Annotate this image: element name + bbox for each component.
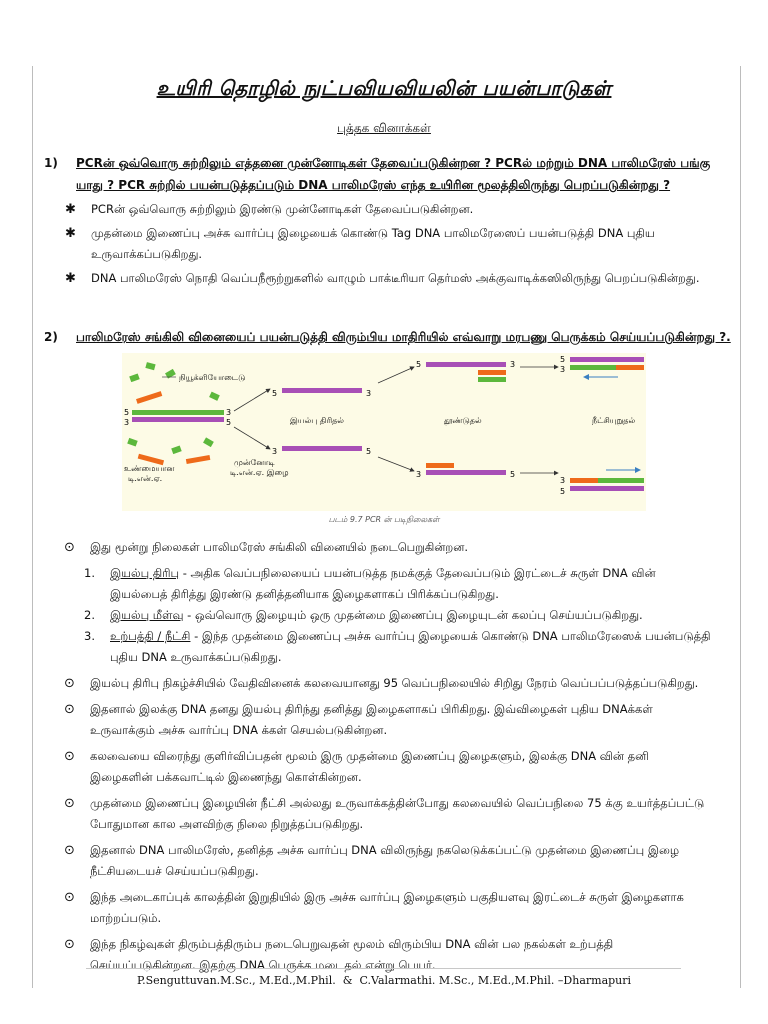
nucleotide-label: நியூக்ளியோடைடு <box>179 373 246 382</box>
question-1-number: 1) <box>44 156 58 170</box>
denaturation-label: இயல்பு திரிதல் <box>290 416 344 425</box>
end-3-label: 3 <box>560 365 566 374</box>
step-number: 2. <box>84 608 95 622</box>
step-text: - அதிக வெப்பநிலையைப் பயன்படுத்த நமக்குத் தேவைப்படும் இரட்டைச் சுருள் DNA வின் இயல்பைத் திரித்து இரண்டு தனித்தனியாக இழைகளாகப் பிரிக்கப்படுகிறது. <box>110 566 656 601</box>
primer-strand <box>426 463 454 468</box>
pcr-explanation-list <box>64 537 714 981</box>
end-3-label: 3 <box>416 470 422 479</box>
footer-divider <box>86 968 681 969</box>
list-item <box>64 887 714 929</box>
original-dna-label: உண்மையான <box>124 464 175 473</box>
step-item <box>64 563 714 605</box>
list-item <box>64 537 714 558</box>
step-arrow <box>234 427 270 449</box>
end-5-label: 5 <box>416 360 422 369</box>
question-1-answers <box>65 199 715 292</box>
end-5-label: 5 <box>560 355 566 364</box>
page-subtitle: புத்தக வினாக்கள் <box>337 121 431 135</box>
end-5-label: 5 <box>226 418 232 427</box>
step-term: இயல்பு திரிபு <box>110 566 180 580</box>
end-3-label: 3 <box>560 476 566 485</box>
footer-ampersand: & <box>342 974 353 987</box>
step-item <box>64 626 714 668</box>
list-item-text: இதனால் DNA பாலிமரேஸ், தனித்த அச்சு வார்ப்பு DNA விலிருந்து நகலெடுக்கப்பட்டு முதன்மை இணைப்பு இழை நீட்சியடையச் செய்யப்படுகிறது. <box>90 843 680 878</box>
original-dna-label: டி.என்.ஏ. <box>128 474 163 483</box>
dna-single-strand <box>570 486 644 491</box>
page-title: உயிரி தொழில் நுட்பவியவியலின் பயன்பாடுகள் <box>156 76 612 100</box>
dna-strand-bottom <box>132 417 224 422</box>
answer-item <box>65 268 715 289</box>
step-arrow <box>378 367 414 383</box>
list-item-text: இயல்பு திரிபு நிகழ்ச்சியில் வேதிவினைக் கலவையானது 95 வெப்பநிலையில் சிறிது நேரம் வெப்பப்படுத்தப்படுகிறது. <box>90 676 699 690</box>
circle-bullet-icon: ⊙ <box>64 676 75 691</box>
extension-green <box>570 365 616 370</box>
list-item-text: இது மூன்று நிலைகள் பாலிமரேஸ் சங்கிலி வினையில் நடைபெறுகின்றன. <box>90 540 469 554</box>
nucleotide-fragment <box>171 445 182 454</box>
step-arrow <box>234 389 270 411</box>
pcr-diagram-svg <box>122 353 646 511</box>
dna-single-strand <box>426 362 506 367</box>
circle-bullet-icon: ⊙ <box>64 843 75 858</box>
list-item <box>64 673 714 694</box>
nucleotide-fragment <box>127 438 138 447</box>
primer-label: டி.என்.ஏ. இழை <box>230 468 289 477</box>
question-2-text: பாலிமரேஸ் சங்கிலி வினையைப் பயன்படுத்தி விரும்பிய மாதிரியில் எவ்வாறு மரபணு பெருக்கம் செய்யப்படுகின்றது ?. <box>76 330 731 344</box>
footer-author-1: P.Senguttuvan.M.Sc., M.Ed.,M.Phil. <box>136 974 336 987</box>
question-2-number: 2) <box>44 330 58 344</box>
pcr-diagram <box>122 353 646 511</box>
circle-bullet-icon: ⊙ <box>64 796 75 811</box>
end-5-label: 5 <box>560 487 566 496</box>
step-number: 3. <box>84 629 95 643</box>
primer-fragment <box>186 455 211 464</box>
list-item-text: முதன்மை இணைப்பு இழையின் நீட்சி அல்லது உருவாக்கத்தின்போது கலவையில் வெப்பநிலை 75 க்கு உயர்த்தப்பட்டு போதுமான கால அளவிற்கு நிலை நிறுத்தப்படுகிறது. <box>90 796 705 831</box>
step-text: - ஒவ்வொரு இழையும் ஒரு முதன்மை இணைப்பு இழையுடன் கலப்பு செய்யப்படுகிறது. <box>183 608 643 622</box>
list-item-text: கலவையை விரைந்து குளிர்விப்பதன் மூலம் இரு முதன்மை இணைப்பு இழைகளும், இலக்கு DNA வின் தனி இழைகளின் பக்கவாட்டில் இணைந்து கொள்கின்றன. <box>90 749 649 784</box>
step-text: - இந்த முதன்மை இணைப்பு அச்சு வார்ப்பு இழையைக் கொண்டு DNA பாலிமரேஸைக் பயன்படுத்தி புதிய DNA உருவாக்கப்படுகிறது. <box>110 629 711 664</box>
nucleotide-fragment <box>209 392 220 401</box>
list-item <box>64 746 714 788</box>
end-5-label: 5 <box>124 408 130 417</box>
answer-item <box>65 199 715 220</box>
circle-bullet-icon: ⊙ <box>64 937 75 952</box>
circle-bullet-icon: ⊙ <box>64 702 75 717</box>
circle-bullet-icon: ⊙ <box>64 540 75 555</box>
primer-strand <box>478 370 506 375</box>
nucleotide-fragment <box>203 437 214 447</box>
step-term: இயல்பு மீள்வு <box>110 608 184 622</box>
primer-strand <box>570 478 598 483</box>
end-5-label: 5 <box>366 447 372 456</box>
extension-green <box>598 478 644 483</box>
list-item-text: இந்த நிகழ்வுகள் திரும்பத்திரும்ப நடைபெறுவதன் மூலம் விரும்பிய DNA வின் பல நகல்கள் உற்பத்தி செய்யப்படுகின்றன. இதற்கு DNA பெருக்க மடைதல் என்று பெயர். <box>90 937 614 972</box>
list-item-text: இந்த அடைகாப்புக் காலத்தின் இறுதியில் இரு அச்சு வார்ப்பு இழைகளும் பகுதியளவு இரட்டைச் சுருள் இழைகளாக மாற்றப்படும். <box>90 890 684 925</box>
end-3-label: 3 <box>510 360 516 369</box>
end-5-label: 5 <box>510 470 516 479</box>
end-3-label: 3 <box>272 447 278 456</box>
dna-strand-top <box>132 410 224 415</box>
dna-single-strand <box>282 446 362 451</box>
list-item <box>64 840 714 882</box>
end-3-label: 3 <box>226 408 232 417</box>
circle-bullet-icon: ⊙ <box>64 749 75 764</box>
answer-text: DNA பாலிமரேஸ் நொதி வெப்பநீரூற்றுகளில் வாழும் பாக்டீரியா தெர்மஸ் அக்குவாடிக்கஸிலிருந்து பெறப்படுகின்றது. <box>91 271 700 285</box>
answer-text: முதன்மை இணைப்பு அச்சு வார்ப்பு இழையைக் கொண்டு Tag DNA பாலிமரேஸைப் பயன்படுத்தி DNA புதிய உருவாக்கப்படுகிறது. <box>91 226 655 261</box>
step-arrow <box>378 457 414 471</box>
asterisk-bullet-icon: ✱ <box>65 226 76 241</box>
question-1-text: PCRன் ஒவ்வொரு சுற்றிலும் எத்தனை முன்னோடிகள் தேவைப்படுகின்றன ? PCRல் மற்றும் DNA பாலிமரேஸ் பங்கு யாது ? PCR சுற்றில் பயன்படுத்தப்படும் DNA பாலிமரேஸ் எந்த உயிரின மூலத்திலிருந்து பெறப்படுகின்றது ? <box>76 156 711 192</box>
extension-label: நீட்சியுறுதல் <box>592 416 636 425</box>
end-3-label: 3 <box>366 389 372 398</box>
question-1 <box>44 152 724 196</box>
circle-bullet-icon: ⊙ <box>64 890 75 905</box>
figure-caption: படம் 9.7 PCR ன் படிநிலைகள் <box>328 515 440 524</box>
list-item <box>64 934 714 976</box>
asterisk-bullet-icon: ✱ <box>65 271 76 286</box>
primer-strand <box>616 365 644 370</box>
nucleotide-fragment <box>129 373 140 382</box>
dna-single-strand <box>426 470 506 475</box>
step-term: உற்பத்தி / நீட்சி <box>110 629 191 643</box>
primer-label: முன்னோடி <box>234 458 275 467</box>
dna-single-strand <box>570 357 644 362</box>
step-item <box>64 605 714 626</box>
dna-single-strand <box>282 388 362 393</box>
asterisk-bullet-icon: ✱ <box>65 202 76 217</box>
footer-author-2: C.Valarmathi. M.Sc., M.Ed.,M.Phil. –Dharmapuri <box>359 974 632 987</box>
nucleotide-fragment <box>145 362 155 370</box>
step-number: 1. <box>84 566 95 580</box>
answer-text: PCRன் ஒவ்வொரு சுற்றிலும் இரண்டு முன்னோடிகள் தேவைப்படுகின்றன. <box>91 202 474 216</box>
list-item <box>64 699 714 741</box>
annealing-label: தூண்டுதல் <box>444 416 482 425</box>
list-item-text: இதனால் இலக்கு DNA தனது இயல்பு திரிந்து தனித்து இழைகளாகப் பிரிகிறது. இவ்விழைகள் புதிய DNAக்கள் உருவாக்கும் அச்சு வார்ப்பு DNA க்கள் செயல்படுகின்றன. <box>90 702 653 737</box>
extension-green <box>478 377 506 382</box>
answer-item <box>65 223 715 265</box>
page-footer <box>0 974 768 987</box>
primer-fragment <box>136 391 162 404</box>
list-item <box>64 793 714 835</box>
end-5-label: 5 <box>272 389 278 398</box>
end-3-label: 3 <box>124 418 130 427</box>
question-2 <box>44 326 744 348</box>
